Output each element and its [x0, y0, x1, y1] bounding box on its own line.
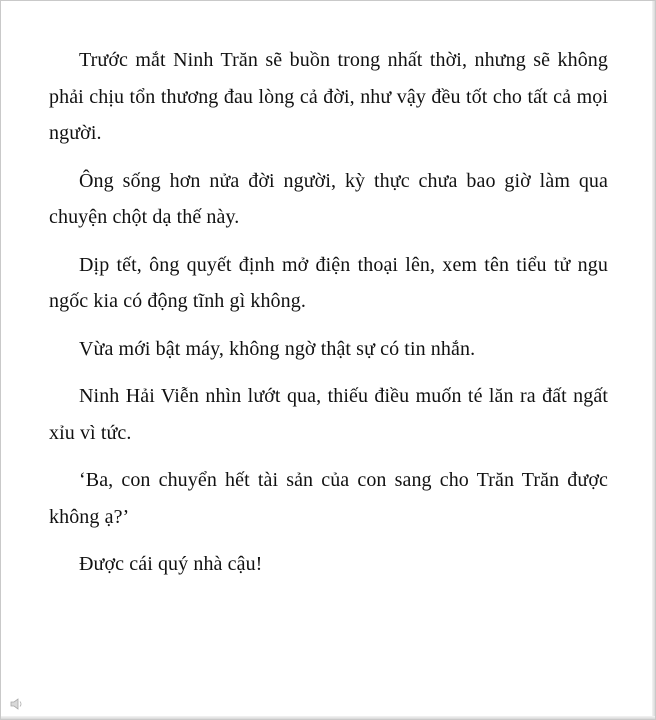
paragraph-2: Ông sống hơn nửa đời người, kỳ thực chưa bao giờ làm qua chuyện chột dạ thế này. [49, 169, 608, 228]
paragraph-5: Ninh Hải Viễn nhìn lướt qua, thiếu điều muốn té lăn ra đất ngất xỉu vì tức. [49, 385, 608, 444]
speaker-icon[interactable] [10, 697, 24, 709]
page-edge-bottom [1, 716, 655, 719]
paragraph-6: ‘Ba, con chuyển hết tài sản của con sang cho Trăn Trăn được không ạ?’ [49, 469, 608, 528]
paragraph-3: Dịp tết, ông quyết định mở điện thoại lên, xem tên tiểu tử ngu ngốc kia có động tĩnh gì không. [49, 253, 608, 312]
paragraph-1: Trước mắt Ninh Trăn sẽ buồn trong nhất thời, nhưng sẽ không phải chịu tổn thương đau lòng cả đời, như vậy đều tốt cho tất cả mọi người. [49, 49, 608, 144]
document-page [1, 1, 655, 719]
paragraph-7: Được cái quý nhà cậu! [79, 553, 263, 575]
document-body [49, 42, 608, 594]
page-edge-right [652, 1, 655, 719]
paragraph-4: Vừa mới bật máy, không ngờ thật sự có tin nhắn. [79, 337, 476, 360]
